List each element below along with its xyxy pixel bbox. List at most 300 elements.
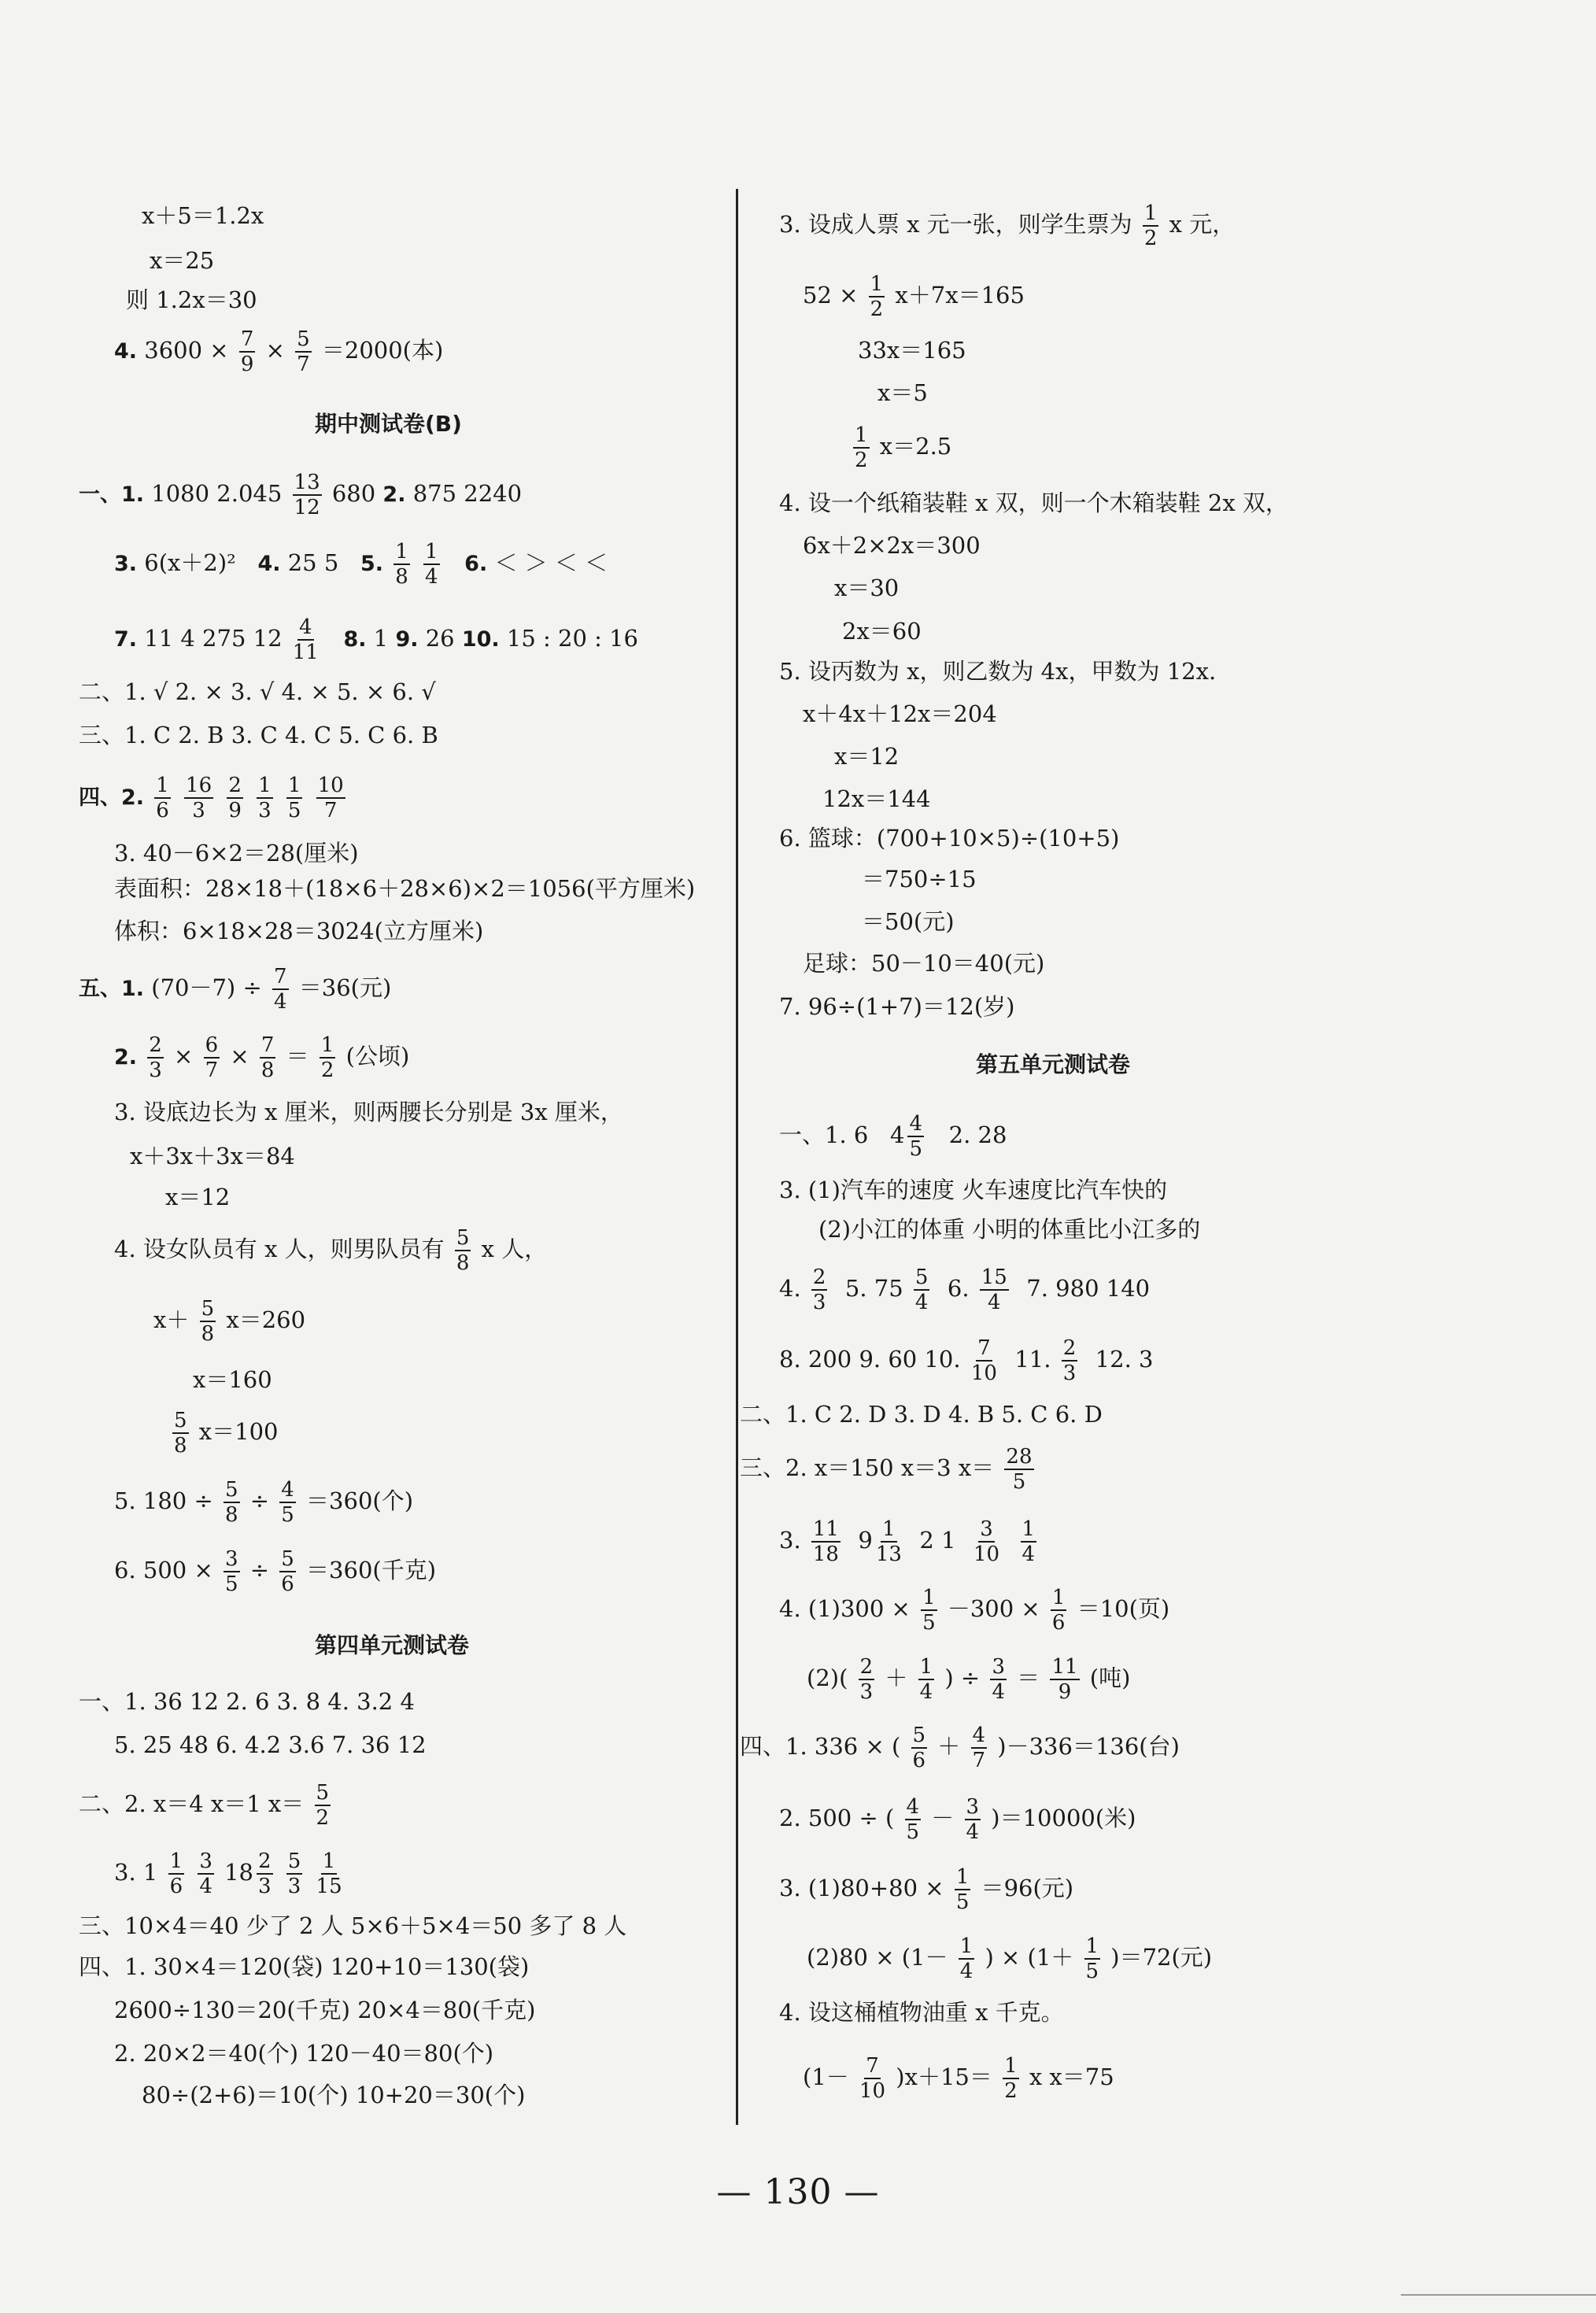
fraction bbox=[914, 1267, 930, 1313]
answer-line: 80÷(2+6)＝10(个) 10+20＝30(个) bbox=[142, 2082, 526, 2108]
text-fragment: 4. 设女队员有 x 人，则男队员有 bbox=[114, 1236, 445, 1262]
denominator: 12 bbox=[294, 496, 320, 519]
denominator: 4 bbox=[988, 1291, 1001, 1314]
fraction bbox=[154, 775, 171, 821]
numerator: 11 bbox=[1051, 1655, 1078, 1679]
numerator: 1 bbox=[922, 1586, 936, 1609]
fraction bbox=[1004, 1447, 1033, 1492]
fraction bbox=[257, 775, 273, 821]
text-fragment: ＝ bbox=[1017, 1665, 1040, 1691]
answer-line: 体积：6×18×28＝3024(立方厘米) bbox=[114, 918, 484, 944]
fraction bbox=[859, 2056, 885, 2101]
answer-line: 表面积：28×18＋(18×6＋28×6)×2＝1056(平方厘米) bbox=[114, 875, 696, 902]
numerator: 1 bbox=[1143, 201, 1158, 225]
numerator: 6 bbox=[205, 1033, 219, 1057]
text-fragment: 4. bbox=[779, 1275, 801, 1302]
denominator: 4 bbox=[966, 1820, 980, 1844]
text-fragment: ) ÷ bbox=[944, 1665, 981, 1691]
numerator: 1 bbox=[287, 774, 301, 797]
numerator: 1 bbox=[855, 423, 868, 447]
numerator: 5 bbox=[914, 1265, 929, 1289]
denominator: 3 bbox=[192, 799, 205, 822]
denominator: 7 bbox=[972, 1749, 986, 1772]
answer-line: 一、1. 36 12 2. 6 3. 8 4. 3.2 4 bbox=[79, 1688, 415, 1715]
answer-line: 4. 设一个纸箱装鞋 x 双，则一个木箱装鞋 2x 双， bbox=[779, 490, 1288, 516]
fraction bbox=[990, 1657, 1007, 1702]
eq-line bbox=[850, 425, 951, 471]
answer-line bbox=[779, 1338, 1153, 1384]
text-fragment: 52 × bbox=[803, 282, 859, 309]
text-fragment: ＝96(元) bbox=[981, 1875, 1074, 1901]
answer-line bbox=[114, 541, 608, 587]
denominator: 7 bbox=[297, 353, 310, 376]
fraction bbox=[184, 775, 213, 821]
text-fragment: x＝100 bbox=[198, 1418, 279, 1445]
denominator: 3 bbox=[812, 1291, 826, 1314]
eq-line: x＝30 bbox=[834, 575, 900, 601]
denominator: 4 bbox=[199, 1875, 212, 1898]
numerator: 2 bbox=[859, 1655, 874, 1679]
text-fragment: 2 1 bbox=[919, 1527, 956, 1554]
numerator: 15 bbox=[981, 1265, 1007, 1289]
numerator: 7 bbox=[240, 327, 254, 351]
bottom-rule bbox=[1401, 2294, 1596, 2296]
denominator: 5 bbox=[281, 1503, 294, 1527]
fraction bbox=[316, 775, 345, 821]
numerator: 4 bbox=[972, 1724, 986, 1747]
text-fragment: ＝360(个) bbox=[306, 1487, 414, 1514]
answer-line bbox=[79, 966, 391, 1012]
answer-line: 二、1. √ 2. × 3. √ 4. × 5. × 6. √ bbox=[79, 678, 436, 705]
answer-line: (2)小江的体重 小明的体重比小江多的 bbox=[818, 1216, 1201, 1243]
text-fragment: (吨) bbox=[1089, 1665, 1131, 1691]
fraction bbox=[853, 425, 870, 471]
fraction bbox=[1003, 2056, 1019, 2101]
denominator: 2 bbox=[316, 1806, 330, 1830]
denominator: 3 bbox=[859, 1680, 874, 1704]
fraction bbox=[811, 1267, 828, 1313]
text-fragment: 二、2. x＝4 x＝1 x＝ bbox=[79, 1790, 305, 1817]
text-fragment: (70－7) ÷ bbox=[151, 974, 262, 1001]
section-heading: 第五单元测试卷 bbox=[976, 1051, 1131, 1077]
eq-line: ＝750÷15 bbox=[862, 866, 977, 892]
fraction bbox=[907, 1114, 924, 1159]
text-fragment: (1－ bbox=[803, 2064, 849, 2090]
answer-line: 二、1. C 2. D 3. D 4. B 5. C 6. D bbox=[740, 1401, 1103, 1428]
numerator: 1 bbox=[169, 1849, 183, 1873]
text-fragment: ＜ ＞ ＜ ＜ bbox=[494, 549, 608, 576]
fraction bbox=[971, 1338, 997, 1384]
denominator: 2 bbox=[1004, 2079, 1018, 2103]
text-fragment: x 元， bbox=[1169, 211, 1236, 238]
text-fragment: x＝260 bbox=[226, 1306, 306, 1333]
numerator: 5 bbox=[287, 1849, 301, 1873]
text-fragment: 7. bbox=[114, 627, 138, 652]
answer-line bbox=[779, 1267, 1150, 1313]
denominator: 9 bbox=[240, 353, 254, 376]
denominator: 7 bbox=[205, 1059, 219, 1082]
answer-line: 三、10×4＝40 少了 2 人 5×6＋5×4＝50 多了 8 人 bbox=[79, 1912, 627, 1939]
eq-line: x＋3x＋3x＝84 bbox=[130, 1143, 295, 1169]
text-fragment: 三、2. x＝150 x＝3 x＝ bbox=[740, 1454, 995, 1481]
answer-line bbox=[807, 1936, 1212, 1982]
eq-line bbox=[803, 274, 1025, 320]
text-fragment: ＝2000(本) bbox=[321, 337, 444, 364]
answer-line: 3. 40－6×2＝28(厘米) bbox=[114, 840, 359, 866]
numerator: 3 bbox=[980, 1517, 993, 1541]
text-fragment: 875 2240 bbox=[412, 480, 523, 507]
text-fragment: ＋ bbox=[937, 1733, 961, 1760]
text-fragment: 3. 设成人票 x 元一张，则学生票为 bbox=[779, 211, 1132, 238]
denominator: 6 bbox=[912, 1749, 926, 1772]
eq-line: x＝160 bbox=[193, 1366, 272, 1393]
eq-line: x＝25 bbox=[150, 247, 215, 274]
text-fragment: 6(x＋2)² bbox=[144, 549, 236, 576]
text-fragment: 3. 1 bbox=[114, 1859, 158, 1886]
text-fragment: 6. bbox=[464, 552, 488, 576]
text-fragment: 6. bbox=[947, 1275, 970, 1302]
fraction bbox=[811, 1519, 840, 1565]
denominator: 5 bbox=[224, 1572, 238, 1596]
fraction bbox=[971, 1725, 988, 1771]
text-fragment: 680 bbox=[331, 480, 376, 507]
denominator: 10 bbox=[973, 1543, 1000, 1566]
eq-line: x＋5＝1.2x bbox=[142, 202, 264, 229]
text-fragment: 25 5 bbox=[287, 549, 339, 576]
numerator: 7 bbox=[977, 1336, 991, 1360]
denominator: 4 bbox=[914, 1291, 929, 1314]
text-fragment: 3. bbox=[779, 1527, 801, 1554]
text-fragment: 3600 × bbox=[144, 337, 229, 364]
numerator: 3 bbox=[224, 1547, 238, 1571]
text-fragment: × bbox=[174, 1043, 194, 1070]
fraction bbox=[272, 966, 289, 1012]
numerator: 5 bbox=[456, 1226, 470, 1250]
answer-line bbox=[114, 1228, 547, 1273]
numerator: 10 bbox=[317, 774, 344, 797]
fraction bbox=[286, 1851, 303, 1897]
denominator: 15 bbox=[316, 1875, 342, 1898]
text-fragment: 9 bbox=[858, 1527, 873, 1554]
numerator: 1 bbox=[424, 540, 438, 563]
answer-line: 2. 20×2＝40(个) 120－40＝80(个) bbox=[114, 2040, 494, 2067]
text-fragment: ＝36(元) bbox=[298, 974, 392, 1001]
numerator: 5 bbox=[912, 1724, 926, 1747]
fraction bbox=[147, 1035, 164, 1081]
denominator: 6 bbox=[156, 799, 169, 822]
answer-line bbox=[79, 1783, 334, 1828]
fraction bbox=[200, 1299, 216, 1344]
denominator: 3 bbox=[149, 1059, 162, 1082]
answer-line: 7. 96÷(1+7)＝12(岁) bbox=[779, 993, 1015, 1020]
fraction bbox=[859, 1657, 875, 1702]
eq-line: x＝5 bbox=[877, 379, 928, 406]
text-fragment: 2. bbox=[382, 482, 406, 507]
text-fragment: )＝10000(米) bbox=[991, 1805, 1136, 1831]
answer-line: 3. 设底边长为 x 厘米，则两腰长分别是 3x 厘米， bbox=[114, 1099, 623, 1125]
denominator: 6 bbox=[169, 1875, 183, 1898]
numerator: 1 bbox=[395, 540, 408, 563]
answer-line bbox=[79, 775, 349, 821]
numerator: 7 bbox=[260, 1033, 275, 1057]
text-fragment: 4. (1)300 × bbox=[779, 1595, 911, 1622]
eq-line bbox=[153, 1299, 305, 1344]
text-fragment: 1 bbox=[373, 625, 389, 652]
text-fragment: 5. bbox=[360, 552, 383, 576]
text-fragment: 4 bbox=[890, 1121, 905, 1148]
answer-line bbox=[779, 1114, 1007, 1159]
denominator: 10 bbox=[859, 2079, 886, 2103]
answer-line: 5. 25 48 6. 4.2 3.6 7. 36 12 bbox=[114, 1731, 427, 1758]
fraction bbox=[955, 1867, 971, 1912]
numerator: 2 bbox=[812, 1265, 826, 1289]
text-fragment: x＋ bbox=[153, 1306, 190, 1333]
fraction bbox=[973, 1519, 999, 1565]
fraction bbox=[921, 1587, 937, 1633]
text-fragment: 4. bbox=[114, 339, 138, 364]
denominator: 3 bbox=[287, 1875, 301, 1898]
fraction bbox=[316, 1851, 342, 1897]
answer-line bbox=[740, 1447, 1037, 1492]
numerator: 4 bbox=[909, 1112, 922, 1136]
text-fragment: ＋ bbox=[885, 1665, 908, 1691]
text-fragment: )－336＝136(台) bbox=[997, 1733, 1180, 1760]
numerator: 1 bbox=[258, 774, 272, 797]
fraction bbox=[239, 329, 256, 375]
text-fragment: )＝72(元) bbox=[1110, 1944, 1213, 1971]
fraction bbox=[905, 1797, 922, 1842]
answer-line bbox=[114, 329, 443, 375]
text-fragment: ＝ bbox=[286, 1043, 309, 1070]
denominator: 6 bbox=[1051, 1611, 1066, 1635]
denominator: 6 bbox=[281, 1572, 294, 1596]
fraction bbox=[224, 1480, 240, 1525]
text-fragment: ÷ bbox=[249, 1487, 270, 1514]
denominator: 5 bbox=[909, 1137, 922, 1161]
fraction bbox=[911, 1725, 928, 1771]
text-fragment: (2)80 × (1－ bbox=[807, 1944, 948, 1971]
numerator: 1 bbox=[1085, 1934, 1099, 1958]
denominator: 8 bbox=[201, 1322, 215, 1346]
fraction bbox=[279, 1549, 296, 1594]
numerator: 7 bbox=[866, 2054, 879, 2078]
denominator: 8 bbox=[174, 1434, 187, 1458]
fraction bbox=[224, 1549, 240, 1594]
text-fragment: 6. 500 × bbox=[114, 1557, 213, 1583]
denominator: 3 bbox=[258, 1875, 272, 1898]
fraction bbox=[1143, 203, 1159, 249]
fraction bbox=[295, 329, 312, 375]
text-fragment: 一、1. 6 bbox=[779, 1121, 869, 1148]
fraction bbox=[918, 1657, 935, 1702]
numerator: 1 bbox=[1051, 1586, 1066, 1609]
numerator: 2 bbox=[149, 1033, 162, 1057]
fraction bbox=[965, 1797, 981, 1842]
fraction bbox=[198, 1851, 214, 1897]
numerator: 1 bbox=[959, 1934, 973, 1958]
fraction bbox=[315, 1783, 331, 1828]
numerator: 4 bbox=[906, 1795, 920, 1819]
numerator: 1 bbox=[1004, 2054, 1018, 2078]
numerator: 3 bbox=[199, 1849, 212, 1873]
answer-line bbox=[807, 1657, 1130, 1702]
answer-line: 四、1. 30×4＝120(袋) 120+10＝130(袋) bbox=[79, 1953, 530, 1980]
denominator: 2 bbox=[870, 297, 884, 321]
numerator: 16 bbox=[186, 774, 212, 797]
denominator: 7 bbox=[323, 799, 338, 822]
text-fragment: 五、1. bbox=[79, 977, 145, 1001]
numerator: 3 bbox=[992, 1655, 1005, 1679]
text-fragment: 2. bbox=[114, 1045, 138, 1070]
fraction bbox=[286, 775, 303, 821]
numerator: 28 bbox=[1006, 1445, 1033, 1469]
numerator: 5 bbox=[201, 1297, 215, 1321]
numerator: 1 bbox=[882, 1517, 896, 1541]
denominator: 4 bbox=[992, 1680, 1005, 1704]
text-fragment: 一、1. bbox=[79, 482, 145, 507]
fraction bbox=[279, 1480, 296, 1525]
eq-line: 足球：50－10＝40(元) bbox=[803, 950, 1045, 977]
text-fragment: × bbox=[265, 337, 285, 364]
denominator: 4 bbox=[273, 990, 287, 1014]
eq-line: 2x＝60 bbox=[842, 618, 922, 645]
fraction bbox=[168, 1851, 185, 1897]
answer-line bbox=[779, 203, 1235, 249]
text-fragment: ＝10(页) bbox=[1077, 1595, 1170, 1622]
fraction bbox=[393, 541, 410, 587]
eq-line bbox=[803, 2056, 1114, 2101]
denominator: 2 bbox=[320, 1059, 334, 1082]
fraction bbox=[1021, 1519, 1037, 1565]
fraction bbox=[980, 1267, 1009, 1313]
fraction bbox=[293, 472, 322, 518]
denominator: 5 bbox=[287, 799, 301, 822]
fraction bbox=[1084, 1936, 1101, 1982]
text-fragment: 1080 2.045 bbox=[151, 480, 283, 507]
denominator: 18 bbox=[812, 1543, 839, 1566]
fraction bbox=[227, 775, 243, 821]
denominator: 9 bbox=[1058, 1680, 1072, 1704]
numerator: 1 bbox=[320, 1033, 334, 1057]
denominator: 2 bbox=[1143, 227, 1158, 250]
denominator: 9 bbox=[228, 799, 242, 822]
denominator: 3 bbox=[258, 799, 272, 822]
text-fragment: (2)( bbox=[807, 1665, 848, 1691]
numerator: 2 bbox=[228, 774, 242, 797]
denominator: 4 bbox=[1022, 1543, 1036, 1566]
fraction bbox=[876, 1519, 902, 1565]
fraction bbox=[455, 1228, 471, 1273]
fraction bbox=[293, 617, 319, 663]
answer-line bbox=[114, 1480, 413, 1525]
text-fragment: 12. 3 bbox=[1095, 1346, 1154, 1373]
fraction bbox=[257, 1851, 273, 1897]
answer-line: 4. 设这桶植物油重 x 千克。 bbox=[779, 1999, 1064, 2026]
text-fragment: 10. bbox=[461, 627, 500, 652]
numerator: 1 bbox=[870, 272, 884, 296]
numerator: 5 bbox=[174, 1409, 187, 1432]
answer-line bbox=[114, 617, 638, 663]
answer-line bbox=[779, 1519, 1040, 1565]
text-fragment: 8. 200 9. 60 10. bbox=[779, 1346, 961, 1373]
answer-line bbox=[779, 1797, 1136, 1842]
eq-line: 12x＝144 bbox=[822, 785, 931, 812]
fraction bbox=[959, 1936, 975, 1982]
text-fragment: 5. 180 ÷ bbox=[114, 1487, 213, 1514]
answer-line bbox=[114, 1035, 409, 1081]
denominator: 8 bbox=[456, 1251, 470, 1275]
numerator: 1 bbox=[156, 774, 169, 797]
text-fragment: × bbox=[230, 1043, 249, 1070]
denominator: 5 bbox=[906, 1820, 920, 1844]
answer-line: 三、1. C 2. B 3. C 4. C 5. C 6. B bbox=[79, 722, 438, 748]
text-fragment: 四、2. bbox=[79, 785, 145, 810]
text-fragment: 5. 75 bbox=[844, 1275, 903, 1302]
text-fragment: － bbox=[931, 1805, 955, 1831]
text-fragment: 2. 28 bbox=[948, 1121, 1007, 1148]
numerator: 7 bbox=[273, 965, 287, 988]
answer-line: 3. (1)汽车的速度 火车速度比汽车快的 bbox=[779, 1177, 1168, 1203]
denominator: 4 bbox=[424, 565, 438, 589]
text-fragment: 9. bbox=[395, 627, 419, 652]
text-fragment: x 人， bbox=[481, 1236, 548, 1262]
denominator: 10 bbox=[970, 1362, 997, 1385]
numerator: 2 bbox=[1062, 1336, 1077, 1360]
numerator: 1 bbox=[1022, 1517, 1036, 1541]
numerator: 13 bbox=[294, 471, 320, 494]
answer-line: 6. 篮球：(700+10×5)÷(10+5) bbox=[779, 825, 1120, 852]
text-fragment: x＝2.5 bbox=[879, 433, 952, 460]
column-divider bbox=[736, 189, 738, 2125]
numerator: 1 bbox=[955, 1865, 970, 1889]
text-fragment: 11 4 275 12 bbox=[144, 625, 283, 652]
text-fragment: 3. bbox=[114, 552, 138, 576]
fraction bbox=[260, 1035, 276, 1081]
section-heading: 第四单元测试卷 bbox=[315, 1632, 470, 1658]
answer-line bbox=[779, 1587, 1169, 1633]
denominator: 4 bbox=[919, 1680, 933, 1704]
eq-line: x＝12 bbox=[834, 743, 900, 770]
denominator: 8 bbox=[395, 565, 408, 589]
eq-line: ＝50(元) bbox=[862, 908, 955, 935]
fraction bbox=[1062, 1338, 1078, 1384]
numerator: 4 bbox=[299, 615, 312, 639]
denominator: 13 bbox=[875, 1543, 902, 1566]
text-fragment: －300 × bbox=[947, 1595, 1040, 1622]
text-fragment: 7. 980 140 bbox=[1026, 1275, 1151, 1302]
fraction bbox=[172, 1410, 189, 1456]
section-heading: 期中测试卷(B) bbox=[315, 411, 462, 437]
text-fragment: ) × (1＋ bbox=[985, 1944, 1074, 1971]
eq-line: 33x＝165 bbox=[858, 337, 966, 364]
numerator: 2 bbox=[258, 1849, 272, 1873]
eq-line: 则 1.2x＝30 bbox=[126, 286, 257, 313]
text-fragment: ＝360(千克) bbox=[306, 1557, 437, 1583]
text-fragment: 15 : 20 : 16 bbox=[506, 625, 639, 652]
numerator: 3 bbox=[966, 1795, 980, 1819]
numerator: 5 bbox=[224, 1478, 238, 1502]
answer-line bbox=[779, 1867, 1073, 1912]
numerator: 11 bbox=[812, 1517, 839, 1541]
fraction bbox=[204, 1035, 220, 1081]
numerator: 5 bbox=[297, 327, 310, 351]
denominator: 5 bbox=[1085, 1960, 1099, 1983]
denominator: 5 bbox=[1012, 1470, 1026, 1494]
fraction bbox=[320, 1035, 336, 1081]
text-fragment: x＋7x＝165 bbox=[895, 282, 1025, 309]
answer-line bbox=[114, 1851, 345, 1897]
fraction bbox=[423, 541, 440, 587]
